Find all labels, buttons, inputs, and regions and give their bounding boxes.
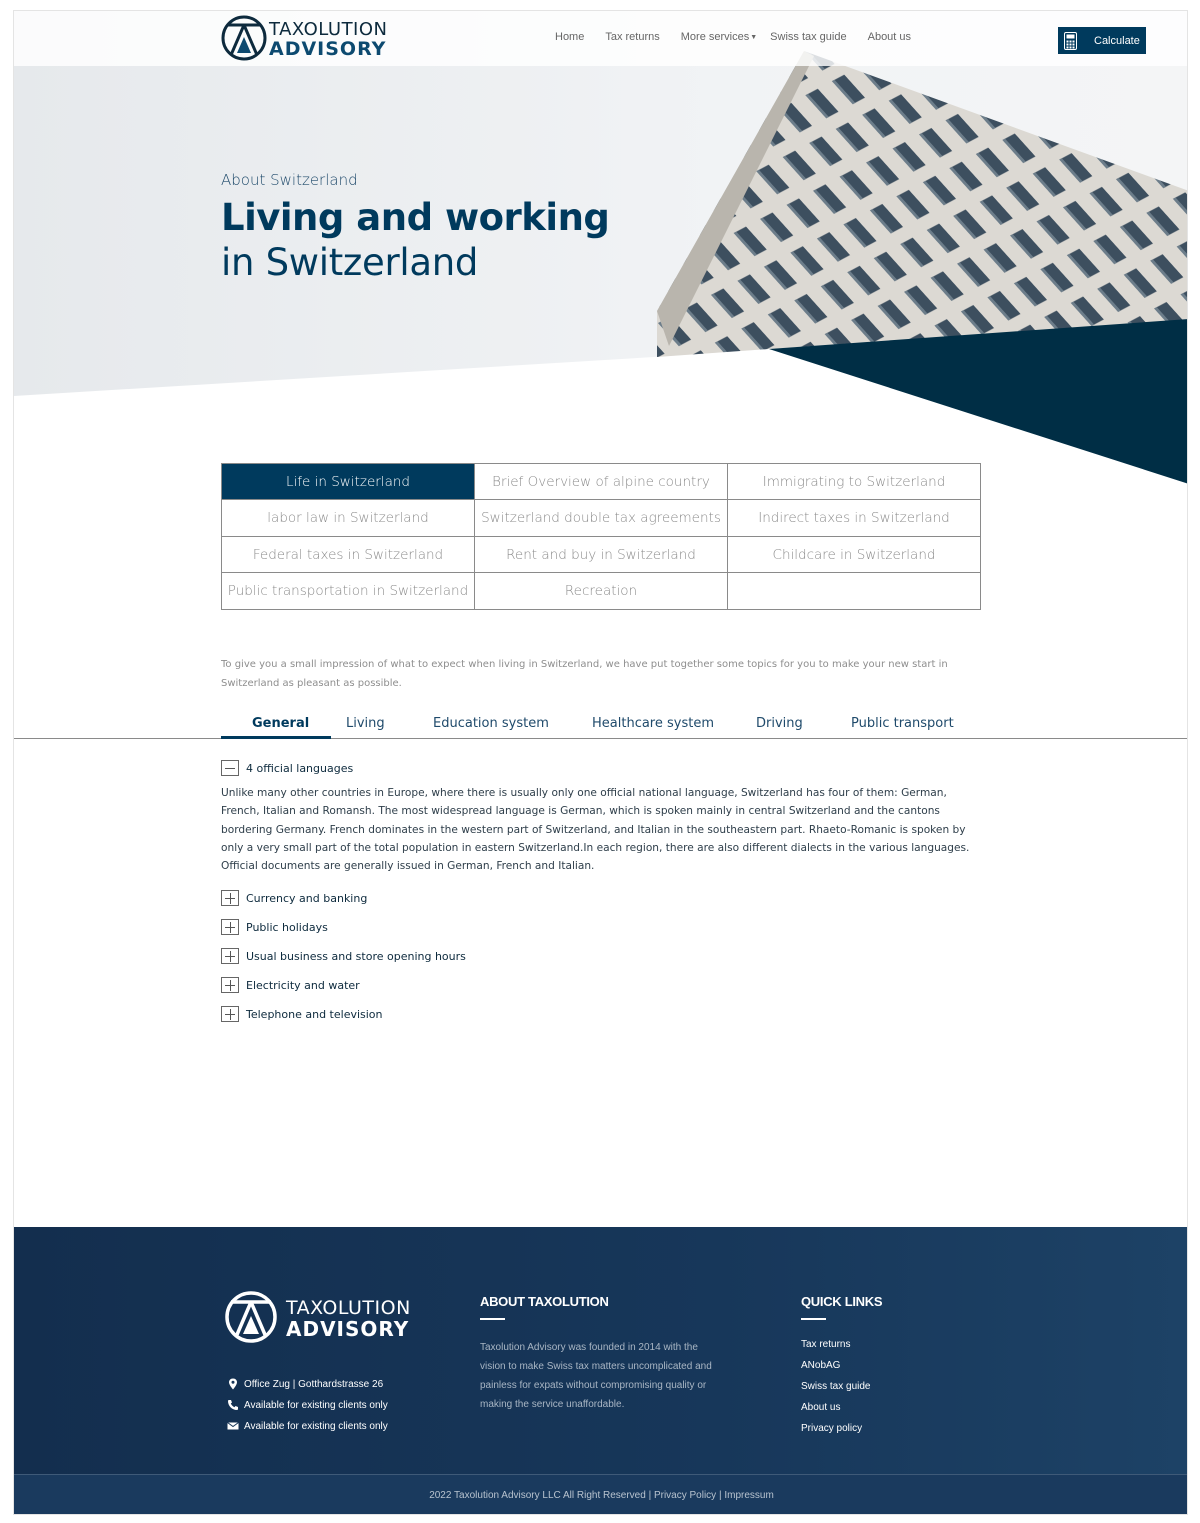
- tab-public-transport[interactable]: Public transport: [851, 716, 954, 731]
- plus-icon: [221, 919, 239, 935]
- accordion-item-telephone: [221, 1005, 981, 1023]
- logo-text-top: TAXOLUTION: [269, 19, 388, 40]
- tab-living[interactable]: Living: [346, 716, 385, 731]
- nav-tax-returns[interactable]: Tax returns: [605, 31, 660, 43]
- calculate-button[interactable]: [1058, 27, 1146, 54]
- email-text: Available for existing clients only: [244, 1420, 388, 1432]
- accordion-body: Unlike many other countries in Europe, where there is usually only one official national language, Switzerland has four of them: German, French, Italian and Romansh. The most widespread language is German, which is spoken mainly in central Switzerland and the cantons bordering Germany. French dominates in the western part of Switzerland, and Italian in the southeastern part. Rhaeto-Romanic is spoken by only a very small part of the total population in eastern Switzerland.In each region, there are also different dialects in the various languages. Official documents are generally issued in German, French and Italian.: [221, 787, 970, 873]
- nav-more-services-label: More services: [680, 31, 750, 43]
- accordion-header-telephone[interactable]: [221, 1005, 981, 1023]
- phone-text: Available for existing clients only: [244, 1399, 388, 1411]
- intro-text: To give you a small impression of what to expect when living in Switzerland, we have put together some topics for you to make your new start in Switzerland as pleasant as possible.: [221, 659, 948, 689]
- accordion-item-holidays: [221, 918, 981, 936]
- accordion-item-opening-hours: [221, 947, 981, 965]
- footer-about-rule: [480, 1318, 505, 1320]
- hero-eyebrow: About Switzerland: [221, 171, 358, 189]
- nav-home[interactable]: Home: [555, 31, 585, 43]
- site-footer: [14, 1227, 1188, 1515]
- footer-address: [227, 1378, 383, 1390]
- footer-phone: [227, 1399, 388, 1411]
- footer-link-anobag[interactable]: ANobAG: [801, 1360, 841, 1371]
- footer-link-swiss-tax-guide[interactable]: Swiss tax guide: [801, 1381, 871, 1392]
- accordion-header-opening-hours[interactable]: [221, 947, 981, 965]
- main-nav: [555, 31, 911, 47]
- footer-about-heading: ABOUT TAXOLUTION: [480, 1294, 609, 1309]
- accordion-title: Public holidays: [246, 920, 328, 934]
- nav-swiss-tax-guide[interactable]: Swiss tax guide: [770, 31, 847, 43]
- minus-icon: [221, 760, 239, 776]
- topic-grid: [221, 463, 981, 610]
- chevron-down-icon: ▼: [750, 33, 758, 41]
- accordion-item-electricity: [221, 976, 981, 994]
- footer-logo-text-top: TAXOLUTION: [286, 1297, 411, 1319]
- tab-driving[interactable]: Driving: [756, 716, 803, 731]
- topic-rent-and-buy[interactable]: Rent and buy in Switzerland: [475, 537, 728, 573]
- footer-logo-text-bottom: ADVISORY: [286, 1317, 410, 1341]
- footer-logo[interactable]: [224, 1290, 414, 1345]
- hero-title-bold: Living and working: [221, 196, 610, 239]
- footer-about-text: Taxolution Advisory was founded in 2014 with the vision to make Swiss tax matters uncomplicated and painless for expats without compromising quality or making the service unaffordable.: [480, 1342, 712, 1410]
- phone-icon: [227, 1399, 239, 1411]
- logo-mark-icon: [221, 15, 267, 61]
- nav-more-services[interactable]: [681, 31, 757, 47]
- topic-brief-overview[interactable]: Brief Overview of alpine country: [475, 464, 728, 500]
- footer-copyright: 2022 Taxolution Advisory LLC All Right Reserved | Privacy Policy | Impressum: [14, 1474, 1188, 1515]
- accordion-title: Electricity and water: [246, 978, 360, 992]
- footer-links-heading: QUICK LINKS: [801, 1294, 883, 1309]
- calculate-label: Calculate: [1094, 34, 1140, 47]
- topic-life-in-switzerland[interactable]: Life in Switzerland: [222, 464, 475, 500]
- plus-icon: [221, 977, 239, 993]
- mail-icon: [227, 1420, 239, 1432]
- accordion-title: 4 official languages: [246, 761, 354, 775]
- tab-general[interactable]: General: [252, 716, 310, 731]
- footer-link-about-us[interactable]: About us: [801, 1402, 841, 1413]
- accordion-header-electricity[interactable]: [221, 976, 981, 994]
- address-text: Office Zug | Gotthardstrasse 26: [244, 1378, 384, 1390]
- plus-icon: [221, 890, 239, 906]
- plus-icon: [221, 948, 239, 964]
- footer-link-tax-returns[interactable]: Tax returns: [801, 1339, 851, 1350]
- logo-text-bottom: ADVISORY: [269, 38, 387, 60]
- section-tabs: [14, 709, 1188, 739]
- tab-education-system[interactable]: Education system: [433, 716, 549, 731]
- calculator-icon: [1064, 32, 1077, 50]
- accordion-item-open: [221, 759, 981, 875]
- logo[interactable]: [221, 15, 388, 63]
- footer-email: [227, 1420, 388, 1432]
- site-header: [14, 11, 1188, 66]
- accordion-title: Telephone and television: [246, 1007, 383, 1021]
- active-tab-indicator: [221, 736, 331, 739]
- topic-double-tax-agreements[interactable]: Switzerland double tax agreements: [475, 500, 728, 537]
- location-pin-icon: [227, 1378, 239, 1390]
- topic-indirect-taxes[interactable]: Indirect taxes in Switzerland: [728, 500, 980, 537]
- footer-logo-mark-icon: [224, 1290, 278, 1344]
- accordion-header-holidays[interactable]: [221, 918, 981, 936]
- topic-childcare[interactable]: Childcare in Switzerland: [728, 537, 980, 573]
- topic-public-transportation[interactable]: Public transportation in Switzerland: [222, 573, 475, 609]
- accordion-header-currency[interactable]: [221, 889, 981, 907]
- topic-recreation[interactable]: Recreation: [475, 573, 728, 609]
- tab-healthcare-system[interactable]: Healthcare system: [592, 716, 714, 731]
- hero-title-light: in Switzerland: [221, 241, 479, 284]
- accordion-item-currency: [221, 889, 981, 907]
- accordion-header-languages[interactable]: [221, 759, 981, 777]
- footer-links-rule: [801, 1318, 826, 1320]
- plus-icon: [221, 1006, 239, 1022]
- topic-empty-cell: [728, 573, 980, 609]
- topic-federal-taxes[interactable]: Federal taxes in Switzerland: [222, 537, 475, 573]
- topic-labor-law[interactable]: labor law in Switzerland: [222, 500, 475, 537]
- accordion-title: Usual business and store opening hours: [246, 949, 466, 963]
- page: [13, 10, 1188, 1515]
- accordion-title: Currency and banking: [246, 891, 368, 905]
- nav-about-us[interactable]: About us: [867, 31, 912, 43]
- hero-background: [14, 11, 1188, 491]
- footer-link-privacy-policy[interactable]: Privacy policy: [801, 1423, 863, 1434]
- topic-immigrating[interactable]: Immigrating to Switzerland: [728, 464, 980, 500]
